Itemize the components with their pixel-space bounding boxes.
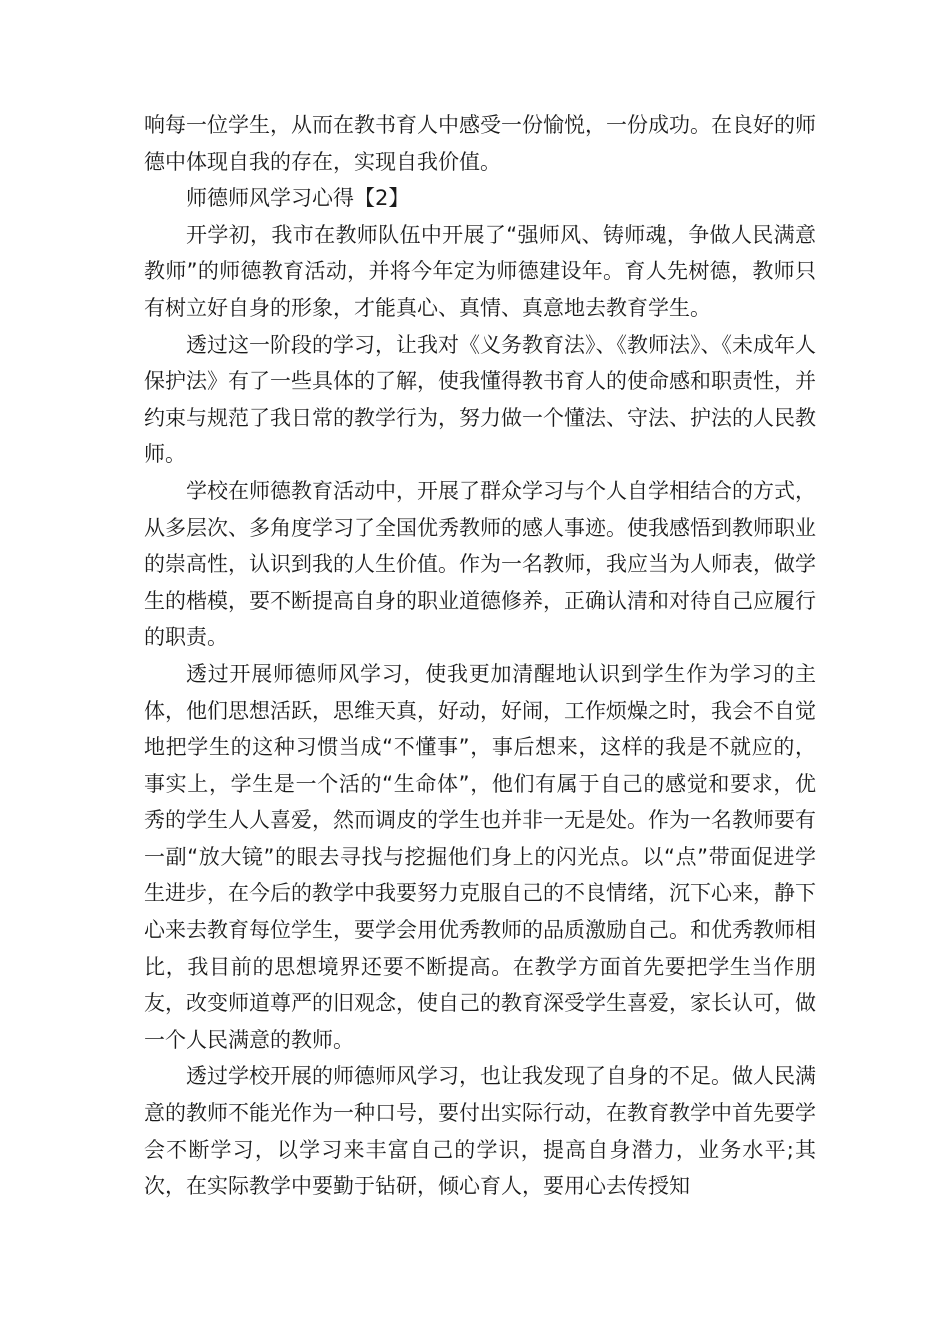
section-heading: 师德师风学习心得【2】 [186,186,410,211]
paragraph: 透过学校开展的师德师风学习，也让我发现了自身的不足。做人民满意的教师不能光作为一种口号，要付出实际行动，在教育教学中首先要学会不断学习，以学习来丰富自己的学识，提高自身潜力，业务水平;其次，在实际教学中要勤于钻研，倾心育人，要用心去传授知 [144,1064,816,1199]
paragraph: 透过开展师德师风学习，使我更加清醒地认识到学生作为学习的主体，他们思想活跃，思维天真，好动，好闹，工作烦燥之时，我会不自觉地把学生的这种习惯当成“不懂事”，事后想来，这样的我是不就应的，事实上，学生是一个活的“生命体”，他们有属于自己的感觉和要求，优秀的学生人人喜爱，然而调皮的学生也并非一无是处。作为一名教师要有一副“放大镜”的眼去寻找与挖掘他们身上的闪光点。以“点”带面促进学生进步，在今后的教学中我要努力克服自己的不良情绪，沉下心来，静下心来去教育每位学生，要学会用优秀教师的品质激励自己。和优秀教师相比，我目前的思想境界还要不断提高。在教学方面首先要把学生当作朋友，改变师道尊严的旧观念，使自己的教育深受学生喜爱，家长认可，做一个人民满意的教师。 [144,661,816,1052]
paragraph: 开学初，我市在教师队伍中开展了“强师风、铸师魂，争做人民满意教师”的师德教育活动，并将今年定为师德建设年。育人先树德，教师只有树立好自身的形象，才能真心、真情、真意地去教育学生。 [144,222,816,320]
paragraph: 学校在师德教育活动中，开展了群众学习与个人自学相结合的方式，从多层次、多角度学习了全国优秀教师的感人事迹。使我感悟到教师职业的崇高性，认识到我的人生价值。作为一名教师，我应当为人师表，做学生的楷模，要不断提高自身的职业道德修养，正确认清和对待自己应履行的职责。 [144,478,816,650]
paragraph-continuation: 响每一位学生，从而在教书育人中感受一份愉悦，一份成功。在良好的师德中体现自我的存在，实现自我价值。 [144,113,816,174]
document-body [144,107,816,1205]
paragraph: 透过这一阶段的学习，让我对《义务教育法》、《教师法》、《未成年人保护法》有了一些具体的了解，使我懂得教书育人的使命感和职责性，并约束与规范了我日常的教学行为，努力做一个懂法、守法、护法的人民教师。 [144,332,816,467]
